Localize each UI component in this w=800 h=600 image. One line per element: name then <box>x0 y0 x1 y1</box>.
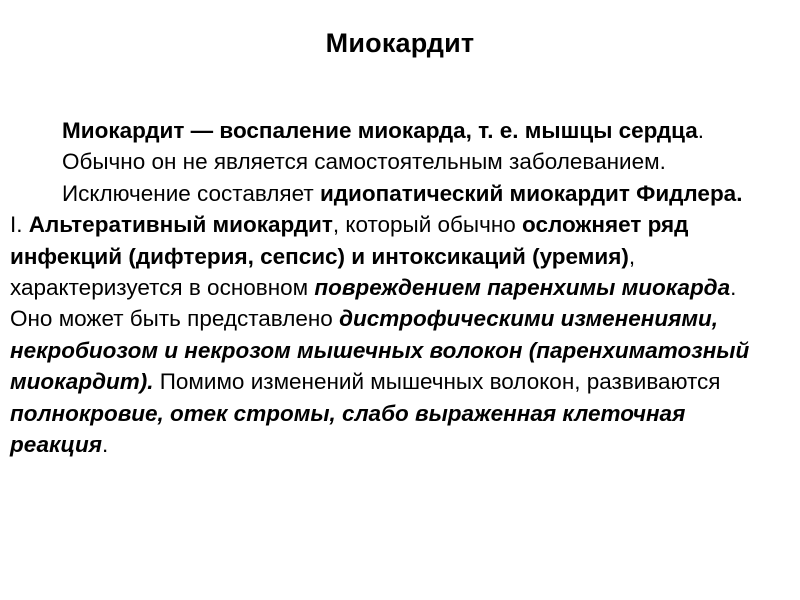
text-run: , характеризуется в основном <box>10 243 636 301</box>
parenchyma-damage-text: повреждением паренхимы миокарда <box>314 275 731 301</box>
text-run: . <box>101 432 109 458</box>
slide-body <box>10 115 770 460</box>
dystrophic-changes-text: дистрофическими изменениями, некробиозом и некрозом мышечных волокон (паренхиматозный миокардит). <box>10 306 750 395</box>
paragraph-definition <box>10 115 770 209</box>
text-run: , который обычно <box>332 212 523 238</box>
stroma-changes-text: полнокровие, отек стромы, слабо выраженная клеточная реакция <box>10 400 686 458</box>
complications-text: осложняет ряд инфекций (дифтерия, сепсис) и интоксикаций (уремия) <box>10 212 689 269</box>
section-numeral: I. <box>10 212 29 238</box>
slide-title: Миокардит <box>325 28 475 58</box>
text-run: . Обычно он не является самостоятельным заболеванием. Исключение составляет <box>62 118 705 206</box>
definition-text: Миокардит — воспаление миокарда, т. е. мышцы сердца <box>62 118 698 143</box>
text-run: . Оно может быть представлено <box>10 275 737 332</box>
paragraph-alterative-myocarditis <box>10 209 770 460</box>
alterative-myocarditis-term: Альтеративный миокардит <box>28 212 333 238</box>
fiedler-myocarditis-term: идиопатический миокардит Фидлера. <box>319 180 743 206</box>
text-run: Помимо изменений мышечных волокон, развиваются <box>153 369 721 395</box>
